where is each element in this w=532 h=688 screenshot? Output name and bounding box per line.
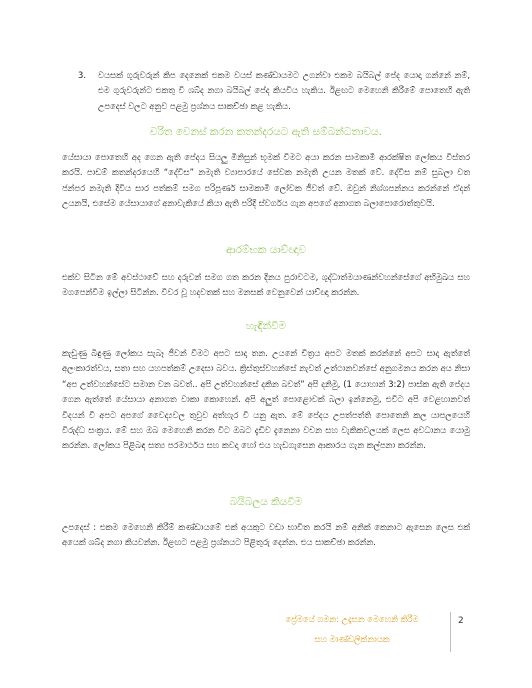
- section-opening-prayer-paragraph: එක්ව සිටින මේ අවස්ථාවේ සහ දරුවන් සමග ගත කරන දිනය පුරාවටම, ශුද්ධාත්මයාණන්වහන්සේගේ අභිමුඛය සහ මගපෙන්වීම ඉල්ලා සිටින්න. විවර වූ හදවතක් සහ මනසක් වෙනුවෙන් යාච්ඥා කරන්න.: [62, 272, 470, 298]
- section-heading-introduction: හැඳින්වීම: [245, 320, 287, 332]
- page-number: 2: [458, 616, 464, 626]
- footer-divider: [450, 612, 451, 652]
- section-connection-paragraph: යේසායා පොතෙහි අද ගෙන ඇති පේදය සියලු මිනිසුන් භූමක් වීමට අයා කරන සාමකාමී ආරක්ෂිත ලෝකය විස්තර කරයි. පාඩම් කතන්දරයෙහි “දේවිස” නමැති ව්‍යාපාරයේ සේවක නමැති උයන මතක් වේ. දේවිස නම් සුබලා වත ජන්පර නමැති දිවිය සාර පත්කම් සමග පරිපූර්ණ සාමකාමී ලෝවක ජීවත් වේ. ඔවුන් නිශ්ශපන්නය කරන්නේ ඒදන් උයනයි, එසේම යේසායාගේ අනාවැකියේ කියා ඇති පරිදි ස්වර්ගය ගැන අපගේ අනාගත බලාපොරොත්තුවයි.: [62, 152, 470, 209]
- list-number: 3.: [78, 70, 86, 80]
- list-item-3-text: වයසක් ගුරුවරුන් කිප දෙනෙක් එකම වයස් කණ්ඩායමට උගන්වා එකම බයිබල් පේද යොදා ගන්නේ නම්, එම ගුරුවරුන්ට එකතු වී ශබ්ද නගා බයිබල් පේද කියවිය හැකිය. ඊළඟට මෙහෙනි කිරීමේ පොතෙහි ඇති උපදෙස් වලට අනුව පළමු ප්‍රශ්නය සාකච්ඡා කළ හැකිය.: [98, 70, 470, 111]
- footer-subtitle: සහ මාණ්ඩලික්නායක: [314, 634, 390, 644]
- section-bible-reading-paragraph: උපදෙස් : එකම මෙහෙනි කිරීම් කණ්ඩායමේ එක් අයකුට වඩා භාවිත කරයි නම් අනික් කෙනාට ඇසෙන ලෙස එක් අයෙක් ශබ්ද නගා කියවන්න. ඊළඟට පළමු ප්‍රශ්නයට පිළිතුරු දෙන්න. එය සාකච්ඡා කරන්න.: [62, 522, 470, 548]
- section-introduction-paragraph: කැඩුණු බිඳුණු ලෝකය සැබෑ ජීවන් වීමට අපට සාදා තන. උයනේ චිත්‍රය අපට මතක් කරන්නේ අපට සාදා ඇත්තේ අලංකාරත්වය, සතා සහ යහපත්කම් උදෙසා බවය. ක්‍රිස්තුස්වහන්සේ නැවත් උත්ථානවන්සේ අනුගමනය කරන අය නිසා “අප උත්වහන්සේට සමාන වන බවත්.. අපි උත්වහන්සේ දකින බවත්” අපි දනිමු, (1 යොහාන් 3:2) පාස්ක ඇති පේදය ගෙන ඇත්තේ යේසායා අනාගත වාකා කොහෙන්. අපි අලුත් පොළොවක් බලා ඉන්නෙමු, එවිට අපි වෙළහානවත් විදයන් වී අපට අපගේ වෛද්‍යවල තුවුව අත්හැර වී යනු ඇත. මේ පේදය උපත්පත්ති පොතෙනි කල යාපලයෙහි විරුද්ධ සංක්‍රය. මේ සහ ඔබ මෙහෙනි කරන විට ඔබට දැඩිව දැනෙනා වචන සහ වැකිකවලයක් ලෙස අවධානය යොමු කරන්න. ලෝකය පිළිබඳ සත්‍ය පරමාර්ථය සහ කවදා හෝ එය හැඩගැසෙන ආකාරය ගැන කල්පනා කරන්න.: [62, 348, 470, 451]
- footer-title: ප්‍රේමයේ ගමන: උදෑසන මෙහෙනි කිරීම: [285, 614, 419, 624]
- section-heading-opening-prayer: ආරම්භක යාච්ඥාව: [226, 244, 306, 256]
- section-heading-bible-reading: බයිබලය කියවීම: [229, 496, 303, 508]
- section-heading-connection: චරිත වෙනස් කරන කතන්දරයට ඇති සම්බන්ධතාවය.: [150, 126, 382, 138]
